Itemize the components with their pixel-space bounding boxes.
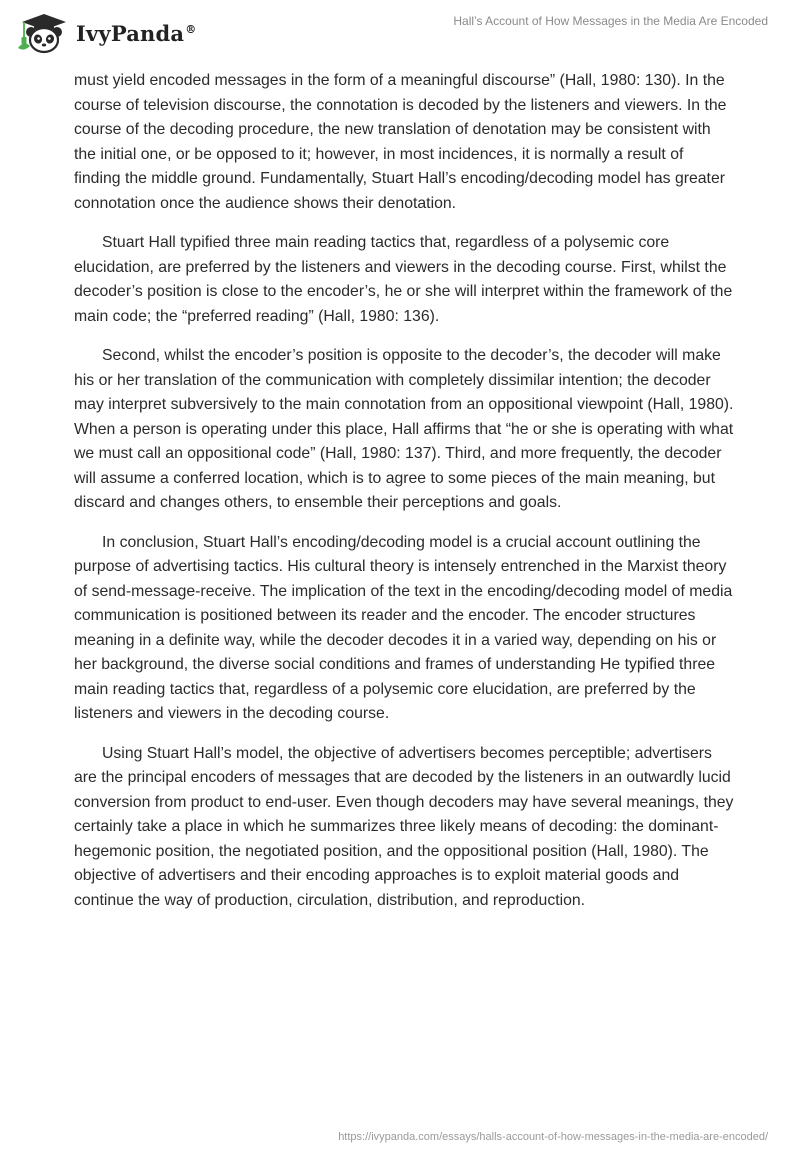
- page-header: [0, 0, 800, 64]
- essay-body: [74, 69, 734, 913]
- paragraph-4: In conclusion, Stuart Hall’s encoding/decoding model is a crucial account outlining the purpose of advertising tactics. His cultural theory is intensely entrenched in the Marxist theory of send-message-receive. The implication of the text in the encoding/decoding model of media communication is positioned between its reader and the encoder. The encoder structures meaning in a definite way, while the decoder decodes it in a varied way, depending on his or her background, the diverse social conditions and frames of understanding He typified three main reading tactics that, regardless of a polysemic core elucidation, are preferred by the listeners and viewers in the decoding course.: [74, 533, 733, 722]
- document-title: Hall’s Account of How Messages in the Media Are Encoded: [453, 14, 768, 28]
- source-url-link[interactable]: https://ivypanda.com/essays/halls-account-of-how-messages-in-the-media-are-encoded/: [338, 1131, 768, 1143]
- paragraph-3: Second, whilst the encoder’s position is opposite to the decoder’s, the decoder will make his or her translation of the communication with completely dissimilar intention; the decoder may interpret subversively to the main connotation from an oppositional viewpoint (Hall, 1980). When a person is operating under this place, Hall affirms that “he or she is operating with what we must call an oppositional code” (Hall, 1980: 137). Third, and more frequently, the decoder will assume a conferred location, which is to agree to some pieces of the main meaning, but discard and changes others, to ensemble their perceptions and goals.: [74, 347, 734, 511]
- ivypanda-logo[interactable]: [14, 8, 196, 56]
- paragraph-5: Using Stuart Hall’s model, the objective of advertisers becomes perceptible; advertisers are the principal encoders of messages that are decoded by the listeners in an outwardly lucid conversion from product to end-user. Even though decoders may have several meanings, they certainly take a place in which he summarizes three likely means of decoding: the dominant-hegemonic position, the negotiated position, and the oppositional position (Hall, 1980). The objective of advertisers and their encoding approaches is to exploit material goods and continue the way of production, circulation, distribution, and reproduction.: [74, 744, 734, 909]
- panda-graduate-icon: [14, 8, 70, 56]
- paragraph-2: Stuart Hall typified three main reading tactics that, regardless of a polysemic core elucidation, are preferred by the listeners and viewers in the decoding course. First, whilst the decoder’s position is close to the encoder’s, he or she will interpret within the framework of the main code; the “preferred reading” (Hall, 1980: 136).: [74, 234, 733, 325]
- paragraph-1: must yield encoded messages in the form of a meaningful discourse” (Hall, 1980: 130). In the course of television discourse, the connotation is decoded by the listeners and viewers. In the course of the decoding procedure, the new translation of denotation may be consistent with the initial one, or be opposed to it; however, in most incidences, it is normally a result of finding the middle ground. Fundamentally, Stuart Hall’s encoding/decoding model has greater connotation once the audience shows their denotation.: [74, 72, 727, 212]
- brand-name: IvyPanda®: [76, 20, 197, 46]
